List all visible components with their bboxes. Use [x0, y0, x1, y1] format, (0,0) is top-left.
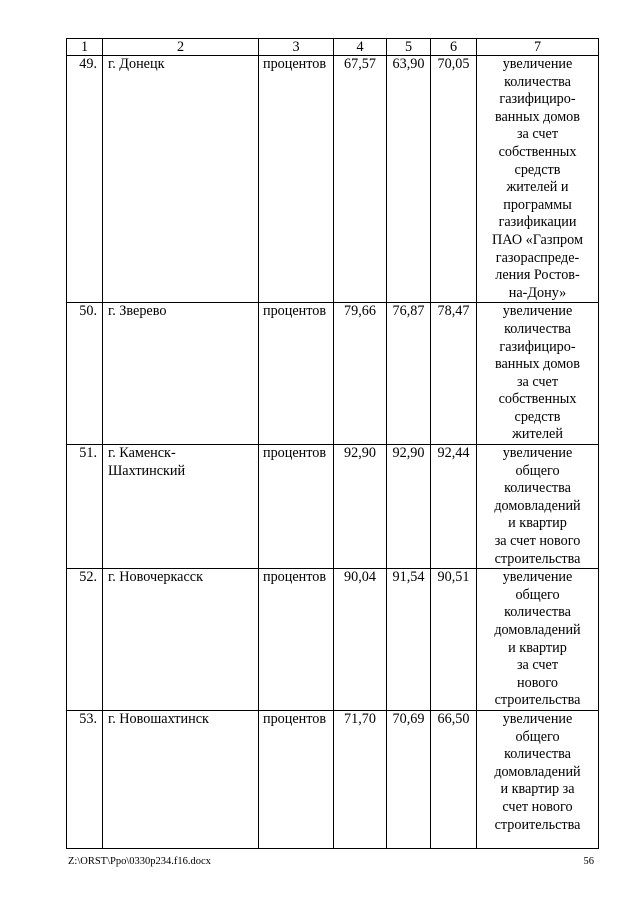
value-col6: 90,51 — [431, 569, 477, 711]
note-line: жителей — [512, 426, 563, 443]
city-name — [103, 569, 259, 711]
note-line: газификации — [498, 214, 577, 231]
note-cell — [477, 303, 599, 445]
column-number-row — [67, 39, 599, 56]
value-col6: 70,05 — [431, 56, 477, 303]
note-line: общего — [515, 462, 560, 479]
value-col4: 79,66 — [334, 303, 387, 445]
note-line: увеличение — [502, 569, 573, 586]
note-line: и квартир — [508, 515, 567, 532]
unit-cell: процентов — [259, 56, 334, 303]
indicator-table — [66, 38, 599, 849]
city-name-line: г. Новошахтинск — [108, 710, 209, 727]
column-number-cell: 3 — [259, 39, 334, 56]
note-cell — [477, 710, 599, 848]
note-line: количества — [504, 480, 571, 497]
note-line: программы — [503, 196, 572, 213]
footer-file-path: Z:\ORST\Ppo\0330p234.f16.docx — [68, 856, 211, 867]
note-line: строительства — [494, 550, 581, 567]
note-line: домовладений — [494, 497, 581, 514]
note-line: газифициро- — [499, 91, 576, 108]
note-line: количества — [504, 746, 571, 763]
note-line: и квартир — [508, 639, 567, 656]
note-line: газораспреде- — [495, 249, 580, 266]
note-cell — [477, 569, 599, 711]
note-line: строительства — [494, 692, 581, 709]
value-col5: 91,54 — [387, 569, 431, 711]
note-line: ванных домов — [495, 108, 580, 125]
column-number-cell: 7 — [477, 39, 599, 56]
note-line: за счет — [516, 373, 559, 390]
note-line: ванных домов — [495, 356, 580, 373]
value-col6: 66,50 — [431, 710, 477, 848]
note-line: средств — [514, 161, 561, 178]
value-col5: 70,69 — [387, 710, 431, 848]
city-name-line: г. Зверево — [108, 303, 167, 320]
city-name-line: г. Новочеркасск — [108, 569, 203, 586]
column-number-cell: 4 — [334, 39, 387, 56]
city-name — [103, 56, 259, 303]
value-col5: 63,90 — [387, 56, 431, 303]
city-name — [103, 710, 259, 848]
column-number-cell: 5 — [387, 39, 431, 56]
city-name-line: г. Донецк — [108, 56, 165, 72]
note-cell — [477, 445, 599, 569]
table-row — [67, 56, 599, 303]
unit-cell: процентов — [259, 445, 334, 569]
note-line: ПАО «Газпром — [492, 231, 583, 248]
note-line: домовладений — [494, 622, 581, 638]
column-number-cell: 6 — [431, 39, 477, 56]
note-line: жителей и — [506, 179, 569, 196]
city-name-line: Шахтинский — [108, 462, 186, 479]
table-row — [67, 569, 599, 711]
note-line: и квартир за — [500, 781, 575, 798]
unit-cell: процентов — [259, 710, 334, 848]
note-line: за счет — [516, 657, 559, 674]
value-col4: 71,70 — [334, 710, 387, 848]
note-line: собственных — [498, 143, 577, 160]
row-number: 51. — [67, 445, 103, 569]
note-line: общего — [515, 586, 560, 603]
value-col4: 90,04 — [334, 569, 387, 711]
note-line: количества — [504, 320, 571, 337]
value-col5: 76,87 — [387, 303, 431, 445]
note-line: увеличение — [502, 56, 573, 72]
row-number: 53. — [67, 710, 103, 848]
note-line: газифициро- — [499, 338, 576, 355]
table-body — [67, 39, 599, 849]
city-name — [103, 303, 259, 445]
value-col6: 78,47 — [431, 303, 477, 445]
note-cell — [477, 56, 599, 303]
city-name-line: г. Каменск- — [108, 445, 176, 462]
row-number: 49. — [67, 56, 103, 303]
note-line: ления Ростов- — [495, 267, 580, 284]
note-line: количества — [504, 604, 571, 621]
value-col5: 92,90 — [387, 445, 431, 569]
note-line: количества — [504, 73, 571, 90]
note-line: домовладений — [494, 763, 581, 780]
note-line: нового — [517, 674, 558, 691]
value-col4: 67,57 — [334, 56, 387, 303]
note-line: общего — [515, 728, 560, 745]
note-line: увеличение — [502, 303, 573, 320]
note-line: за счет — [516, 126, 559, 143]
column-number-cell: 2 — [103, 39, 259, 56]
note-line: счет нового — [502, 798, 573, 815]
value-col6: 92,44 — [431, 445, 477, 569]
table-row — [67, 303, 599, 445]
note-line: увеличение — [502, 445, 573, 462]
row-number: 50. — [67, 303, 103, 445]
note-line: собственных — [498, 391, 577, 408]
city-name — [103, 445, 259, 569]
table-row — [67, 710, 599, 848]
note-line: за счет нового — [494, 533, 581, 550]
page-number: 56 — [583, 856, 594, 867]
note-line: на-Дону» — [508, 284, 567, 301]
note-line: увеличение — [502, 710, 573, 727]
note-line: средств — [514, 408, 561, 425]
unit-cell: процентов — [259, 303, 334, 445]
unit-cell: процентов — [259, 569, 334, 711]
value-col4: 92,90 — [334, 445, 387, 569]
note-line: строительства — [494, 816, 581, 833]
column-number-cell: 1 — [67, 39, 103, 56]
table-row — [67, 445, 599, 569]
row-number: 52. — [67, 569, 103, 711]
